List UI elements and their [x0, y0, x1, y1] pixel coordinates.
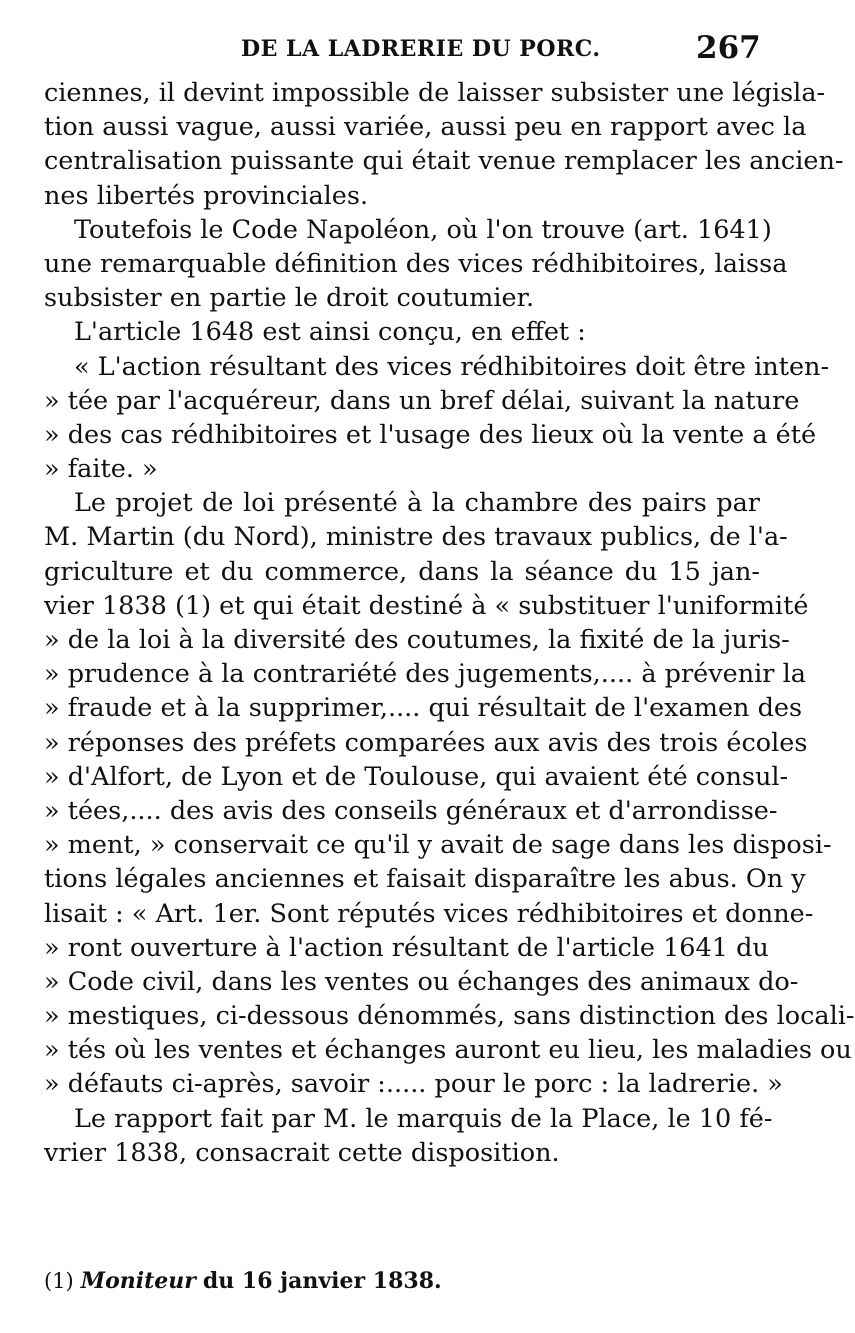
text-line: centralisation puissante qui était venue remplacer les ancien- — [44, 146, 844, 177]
text-line: » ront ouverture à l'action résultant de l'article 1641 du — [44, 932, 769, 963]
footnote-text: du 16 janvier 1838. — [202, 1268, 442, 1294]
text-line: vrier 1838, consacrait cette disposition. — [44, 1137, 560, 1168]
text-line: » tée par l'acquéreur, dans un bref délai, suivant la nature — [44, 385, 800, 416]
text-line: » des cas rédhibitoires et l'usage des lieux où la vente a été — [44, 419, 817, 450]
footnote-number: (1) — [44, 1269, 74, 1293]
text-line: Toutefois le Code Napoléon, où l'on trouve (art. 1641) — [74, 214, 772, 245]
text-line: » ment, » conservait ce qu'il y avait de sage dans les disposi- — [44, 830, 832, 861]
text-line: » faite. » — [44, 454, 158, 485]
text-line: » défauts ci-après, savoir :..... pour le porc : la ladrerie. » — [44, 1069, 783, 1100]
text-line: » réponses des préfets comparées aux avis des trois écoles — [44, 727, 808, 758]
page-header — [0, 30, 800, 74]
text-line: » de la loi à la diversité des coutumes, la fixité de la juris- — [44, 625, 790, 655]
text-line: » tés où les ventes et échanges auront eu lieu, les maladies ou — [44, 1035, 852, 1066]
text-line: « L'action résultant des vices rédhibitoires doit être inten- — [74, 351, 830, 382]
text-line: subsister en partie le droit coutumier. — [44, 283, 535, 314]
text-line: M. Martin (du Nord), ministre des travaux publics, de l'a- — [44, 522, 788, 553]
text-line: vier 1838 (1) et qui était destiné à « substituer l'uniformité — [44, 590, 809, 621]
text-line: lisait : « Art. 1er. Sont réputés vices rédhibitoires et donne- — [44, 898, 814, 929]
running-title: DE LA LADRERIE DU PORC. — [241, 36, 601, 62]
text-line: » mestiques, ci-dessous dénommés, sans distinction des locali- — [44, 1001, 855, 1032]
text-line: tions légales anciennes et faisait disparaître les abus. On y — [44, 864, 806, 895]
text-line: ciennes, il devint impossible de laisser subsister une législa- — [44, 78, 826, 108]
text-line: » fraude et à la supprimer,.... qui résultait de l'examen des — [44, 693, 803, 724]
text-line: » Code civil, dans les ventes ou échanges des animaux do- — [44, 966, 799, 997]
text-line: Le projet de loi présenté à la chambre des pairs par — [74, 488, 760, 519]
text-line: griculture et du commerce, dans la séance du 15 jan- — [44, 556, 760, 587]
text-line: tion aussi vague, aussi variée, aussi peu en rapport avec la — [44, 112, 807, 143]
footnote — [44, 1268, 442, 1294]
text-line: » prudence à la contrariété des jugements,.... à prévenir la — [44, 659, 806, 690]
footnote-source: Moniteur — [80, 1268, 196, 1294]
text-line: L'article 1648 est ainsi conçu, en effet : — [74, 317, 586, 348]
body-text — [44, 76, 855, 1170]
page-number: 267 — [696, 30, 761, 66]
text-line: une remarquable définition des vices rédhibitoires, laissa — [44, 248, 788, 279]
text-line: Le rapport fait par M. le marquis de la Place, le 10 fé- — [74, 1103, 773, 1134]
text-line: nes libertés provinciales. — [44, 180, 369, 211]
text-line: » tées,.... des avis des conseils généraux et d'arrondisse- — [44, 795, 778, 826]
text-line: » d'Alfort, de Lyon et de Toulouse, qui avaient été consul- — [44, 761, 789, 792]
